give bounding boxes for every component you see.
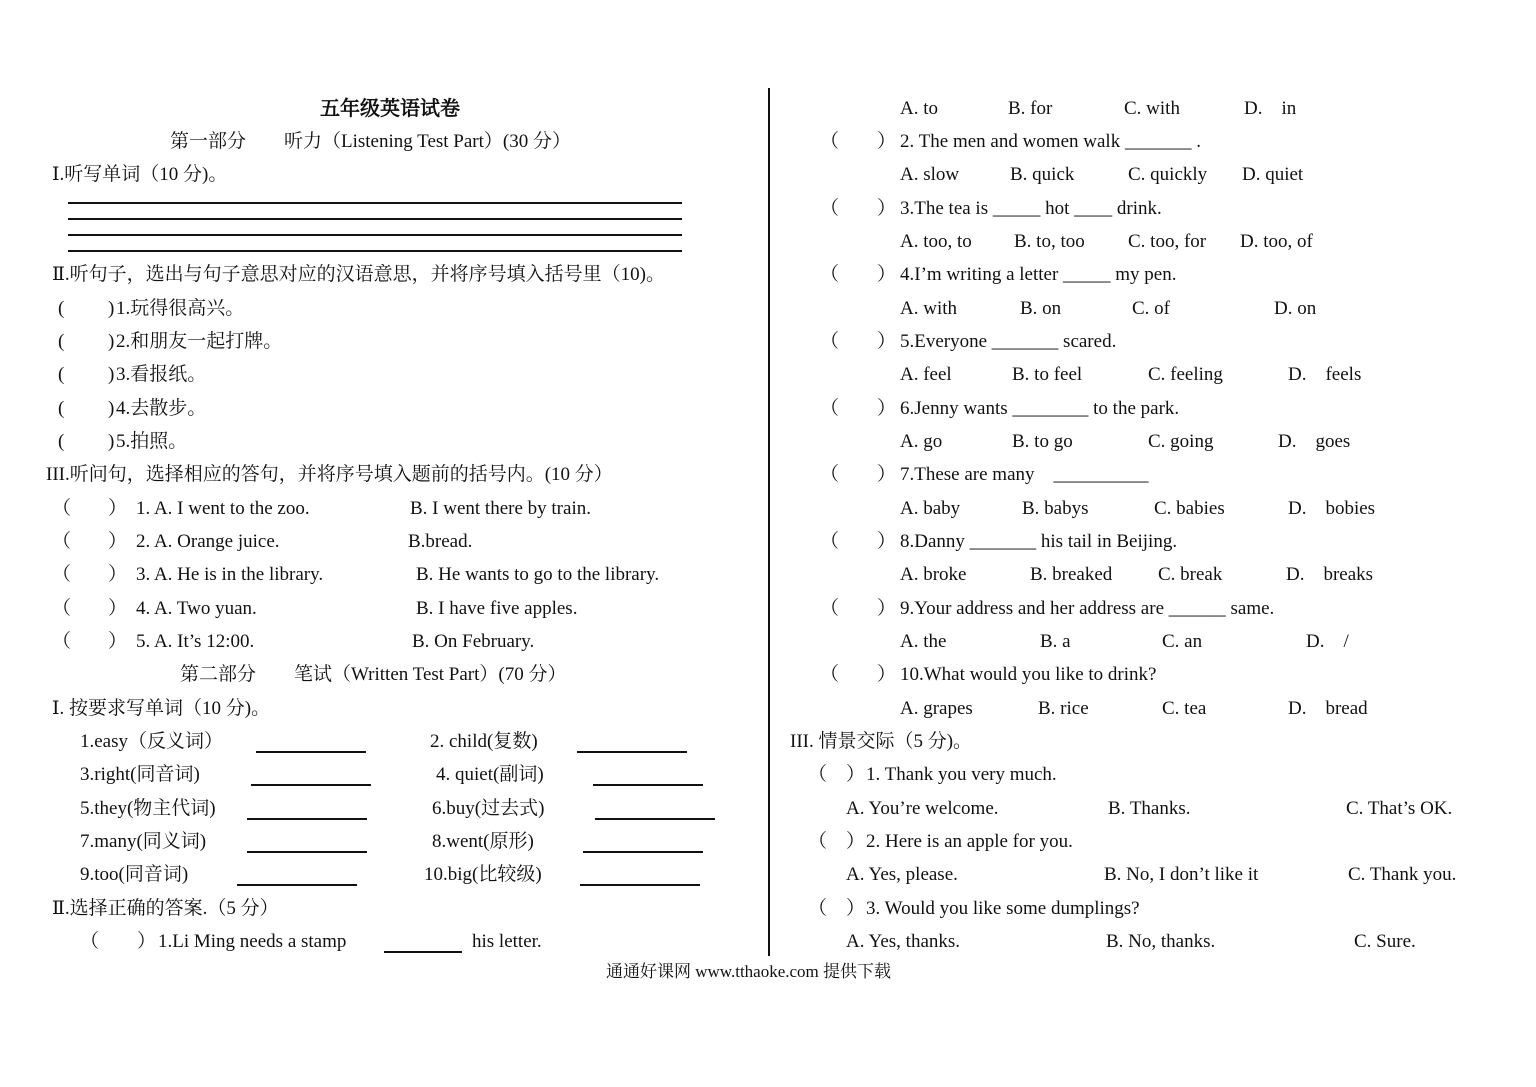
written-section2-heading: Ⅱ.选择正确的答案.（5 分） (52, 898, 279, 919)
word-prompt: 4. quiet(副词) (436, 764, 544, 785)
section2-heading: Ⅱ.听句子，选出与句子意思对应的汉语意思，并将序号填入括号里（10)。 (52, 264, 665, 285)
answer-bracket[interactable]: （ ） (820, 664, 897, 685)
answer-bracket-close: ） (108, 498, 128, 519)
answer-bracket[interactable]: （ ） (820, 331, 897, 352)
option-a: 1. A. I went to the zoo. (136, 498, 310, 519)
answer-bracket[interactable]: （ ） (820, 198, 897, 219)
option-a: 3. A. He is in the library. (136, 564, 324, 585)
word-prompt: 8.went(原形) (432, 831, 534, 852)
answer-bracket[interactable]: （ ） (808, 831, 866, 852)
section3-heading: III.听问句，选择相应的答句，并将序号填入题前的括号内。(10 分） (46, 464, 613, 485)
question-stem: 4.I’m writing a letter _____ my pen. (900, 264, 1177, 285)
answer-blank[interactable] (247, 818, 367, 820)
option: C. feeling (1148, 364, 1223, 385)
option-a: 4. A. Two yuan. (136, 598, 257, 619)
column-divider (768, 88, 770, 956)
option: D. on (1274, 298, 1317, 319)
answer-bracket[interactable]: （ ） (820, 464, 897, 485)
option: A. grapes (900, 698, 973, 719)
answer-blank[interactable] (595, 818, 715, 820)
option: A. Yes, thanks. (846, 931, 961, 952)
answer-blank[interactable] (593, 784, 703, 786)
answer-bracket[interactable]: （ ） (820, 264, 897, 285)
option: A. go (900, 431, 943, 452)
word-prompt: 7.many(同义词) (80, 831, 207, 852)
answer-bracket[interactable]: （ ） (820, 398, 897, 419)
option-b: B. I went there by train. (410, 498, 591, 519)
footer-credit: 通通好课网 www.tthaoke.com 提供下载 (606, 962, 892, 981)
part1-heading: 第一部分 听力（Listening Test Part）(30 分） (170, 131, 571, 152)
option: C. break (1158, 564, 1223, 585)
answer-bracket-open[interactable]: ( (58, 398, 65, 419)
option: C. with (1124, 98, 1180, 119)
answer-bracket-open[interactable]: ( (58, 364, 65, 385)
answer-bracket-open[interactable]: ( (58, 298, 65, 319)
answer-bracket-close: ） (108, 598, 128, 619)
item-text: 1.玩得很高兴。 (116, 298, 245, 319)
word-prompt: 6.buy(过去式) (432, 798, 545, 819)
option-b: B. On February. (412, 631, 535, 652)
option: C. an (1162, 631, 1203, 652)
option: B. for (1008, 98, 1053, 119)
option: A. You’re welcome. (846, 798, 999, 819)
option: B. quick (1010, 164, 1075, 185)
word-prompt: 9.too(同音词) (80, 864, 189, 885)
word-prompt: 10.big(比较级) (424, 864, 542, 885)
option: C. quickly (1128, 164, 1208, 185)
option: D. too, of (1240, 231, 1313, 252)
option: D. in (1244, 98, 1297, 119)
item-text: 4.去散步。 (116, 398, 207, 419)
answer-blank[interactable] (237, 884, 357, 886)
answer-bracket-open[interactable]: （ (52, 498, 72, 519)
question-stem: 6.Jenny wants ________ to the park. (900, 398, 1180, 419)
question-stem: 2. The men and women walk _______ . (900, 131, 1201, 152)
dictation-line-3[interactable] (68, 234, 682, 236)
option-b: B. I have five apples. (416, 598, 578, 619)
section1-heading: Ⅰ.听写单词（10 分)。 (52, 164, 228, 185)
question-stem: 9.Your address and her address are ______ same. (900, 598, 1275, 619)
question-stem: 2. Here is an apple for you. (866, 831, 1073, 852)
answer-bracket-close: ) (108, 298, 115, 319)
option: D. / (1306, 631, 1349, 652)
part2-heading: 第二部分 笔试（Written Test Part）(70 分） (180, 664, 567, 685)
option: A. to (900, 98, 938, 119)
answer-bracket[interactable]: （ ） (80, 931, 157, 952)
answer-blank[interactable] (251, 784, 371, 786)
option: B. rice (1038, 698, 1089, 719)
answer-bracket-close: ） (108, 631, 128, 652)
answer-bracket-open[interactable]: （ (52, 631, 72, 652)
option: B. No, I don’t like it (1104, 864, 1259, 885)
option-b: B.bread. (408, 531, 473, 552)
option: C. going (1148, 431, 1214, 452)
option: A. Yes, please. (846, 864, 958, 885)
answer-blank[interactable] (256, 751, 366, 753)
option: B. to, too (1014, 231, 1085, 252)
dictation-line-2[interactable] (68, 218, 682, 220)
answer-blank[interactable] (580, 884, 700, 886)
answer-bracket-open[interactable]: （ (52, 531, 72, 552)
answer-bracket[interactable]: （ ） (808, 898, 866, 919)
option: B. Thanks. (1108, 798, 1191, 819)
option: B. a (1040, 631, 1071, 652)
option: D. quiet (1242, 164, 1304, 185)
option: C. too, for (1128, 231, 1207, 252)
written-section1-heading: Ⅰ. 按要求写单词（10 分)。 (52, 698, 271, 719)
question-stem: 8.Danny _______ his tail in Beijing. (900, 531, 1178, 552)
answer-bracket-close: ) (108, 431, 115, 452)
question-stem: 7.These are many __________ (900, 464, 1149, 485)
answer-bracket-close: ) (108, 398, 115, 419)
answer-bracket-close: ) (108, 331, 115, 352)
option: D. bread (1288, 698, 1368, 719)
answer-bracket-open[interactable]: ( (58, 331, 65, 352)
option: A. too, to (900, 231, 972, 252)
option: A. baby (900, 498, 961, 519)
answer-blank[interactable] (247, 851, 367, 853)
item-text: 3.看报纸。 (116, 364, 207, 385)
answer-bracket-open[interactable]: （ (52, 564, 72, 585)
answer-blank[interactable] (583, 851, 703, 853)
option-a: 2. A. Orange juice. (136, 531, 280, 552)
option: B. to feel (1012, 364, 1083, 385)
option: C. tea (1162, 698, 1207, 719)
answer-bracket[interactable]: （ ） (820, 131, 897, 152)
option: A. with (900, 298, 957, 319)
answer-bracket-open[interactable]: （ (52, 598, 72, 619)
answer-bracket-open[interactable]: ( (58, 431, 65, 452)
option: C. of (1132, 298, 1170, 319)
question-stem: 5.Everyone _______ scared. (900, 331, 1117, 352)
exam-title: 五年级英语试卷 (320, 98, 460, 120)
dialogue-section-heading: III. 情景交际（5 分)。 (790, 731, 973, 752)
answer-bracket-close: ) (108, 364, 115, 385)
question-stem: 1. Thank you very much. (866, 764, 1057, 785)
option-b: B. He wants to go to the library. (416, 564, 660, 585)
option: D. goes (1278, 431, 1351, 452)
option: A. feel (900, 364, 952, 385)
word-prompt: 5.they(物主代词) (80, 798, 216, 819)
option: D. bobies (1288, 498, 1376, 519)
option: B. to go (1012, 431, 1073, 452)
answer-blank[interactable] (577, 751, 687, 753)
option: A. broke (900, 564, 967, 585)
option: B. breaked (1030, 564, 1113, 585)
answer-bracket[interactable]: （ ） (808, 764, 866, 785)
answer-bracket[interactable]: （ ） (820, 598, 897, 619)
option: A. the (900, 631, 947, 652)
option: C. Sure. (1354, 931, 1416, 952)
word-prompt: 3.right(同音词) (80, 764, 200, 785)
answer-bracket-close: ） (108, 531, 128, 552)
item-text: 2.和朋友一起打牌。 (116, 331, 283, 352)
question-stem: 3. Would you like some dumplings? (866, 898, 1140, 919)
question-stem: his letter. (472, 931, 542, 952)
option: B. babys (1022, 498, 1089, 519)
question-stem: 10.What would you like to drink? (900, 664, 1157, 685)
option: B. No, thanks. (1106, 931, 1216, 952)
question-stem: 3.The tea is _____ hot ____ drink. (900, 198, 1162, 219)
option: C. That’s OK. (1346, 798, 1453, 819)
option: D. breaks (1286, 564, 1374, 585)
word-prompt: 2. child(复数) (430, 731, 538, 752)
option: D. feels (1288, 364, 1362, 385)
answer-bracket-close: ） (108, 564, 128, 585)
word-prompt: 1.easy（反义词） (80, 731, 224, 752)
option: A. slow (900, 164, 960, 185)
answer-blank[interactable] (384, 951, 462, 953)
option-a: 5. A. It’s 12:00. (136, 631, 255, 652)
question-stem: 1.Li Ming needs a stamp (158, 931, 347, 952)
answer-bracket[interactable]: （ ） (820, 531, 897, 552)
dictation-line-1[interactable] (68, 202, 682, 204)
dictation-line-4[interactable] (68, 250, 682, 252)
option: B. on (1020, 298, 1062, 319)
option: C. babies (1154, 498, 1225, 519)
item-text: 5.拍照。 (116, 431, 188, 452)
option: C. Thank you. (1348, 864, 1457, 885)
